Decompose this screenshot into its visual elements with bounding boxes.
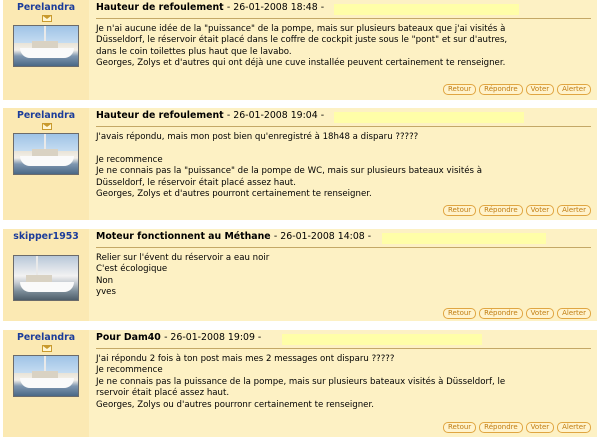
- post-date: - 26-01-2008 18:48 -: [226, 2, 325, 13]
- post-actions: [443, 422, 591, 433]
- repondre-button[interactable]: Répondre: [479, 84, 523, 95]
- alerter-button[interactable]: Alerter: [557, 422, 591, 433]
- highlight-mark: [282, 334, 482, 345]
- highlight-mark: [334, 112, 524, 123]
- avatar: [13, 133, 79, 175]
- header-divider: [96, 126, 591, 127]
- voter-button[interactable]: Voter: [526, 308, 554, 319]
- repondre-button[interactable]: Répondre: [479, 308, 523, 319]
- post-title: Hauteur de refoulement: [96, 110, 224, 121]
- forum-post: [3, 330, 597, 437]
- highlight-mark: [334, 4, 519, 15]
- author-name-link[interactable]: skipper1953: [13, 231, 79, 242]
- envelope-icon[interactable]: [42, 15, 52, 22]
- envelope-icon[interactable]: [42, 123, 52, 130]
- header-divider: [96, 348, 591, 349]
- voter-button[interactable]: Voter: [526, 422, 554, 433]
- post-actions: [443, 205, 591, 216]
- forum-post: [3, 0, 597, 100]
- voter-button[interactable]: Voter: [526, 205, 554, 216]
- post-body: Relier sur l'évent du réservoir a eau noir C'est écologique Non yves: [96, 253, 270, 298]
- alerter-button[interactable]: Alerter: [557, 205, 591, 216]
- post-body: J'ai répondu 2 fois à ton post mais mes 2 messages ont disparu ????? Je recommence Je ne connais pas la puissance de la pompe, mais sur plusieurs bateaux visités à Düsseldorf, le rservoir était placé assez haut. Georges, Zolys ou d'autres pourronr certainement te renseigner.: [96, 354, 506, 410]
- boat-hull-shape: [20, 378, 74, 388]
- post-content: [90, 0, 597, 100]
- avatar: [13, 255, 79, 301]
- post-content: [90, 229, 597, 321]
- forum-post: [3, 229, 597, 321]
- post-header: [96, 2, 324, 13]
- avatar: [13, 355, 79, 397]
- alerter-button[interactable]: Alerter: [557, 308, 591, 319]
- avatar: [13, 25, 79, 67]
- envelope-icon[interactable]: [42, 345, 52, 352]
- author-column: [3, 229, 89, 321]
- author-name-link[interactable]: Perelandra: [16, 332, 76, 343]
- repondre-button[interactable]: Répondre: [479, 422, 523, 433]
- forum-post: [3, 108, 597, 220]
- post-actions: [443, 84, 591, 95]
- retour-button[interactable]: Retour: [443, 84, 476, 95]
- repondre-button[interactable]: Répondre: [479, 205, 523, 216]
- alerter-button[interactable]: Alerter: [557, 84, 591, 95]
- boat-hull-shape: [20, 156, 74, 166]
- voter-button[interactable]: Voter: [526, 84, 554, 95]
- header-divider: [96, 247, 591, 248]
- post-date: - 26-01-2008 19:04 -: [226, 110, 325, 121]
- post-actions: [443, 308, 591, 319]
- post-content: [90, 330, 597, 437]
- post-date: - 26-01-2008 19:09 -: [164, 332, 262, 343]
- header-divider: [96, 18, 591, 19]
- retour-button[interactable]: Retour: [443, 205, 476, 216]
- post-date: - 26-01-2008 14:08 -: [273, 231, 372, 242]
- author-column: [3, 108, 89, 220]
- post-content: [90, 108, 597, 220]
- post-header: [96, 110, 324, 121]
- author-column: [3, 0, 89, 100]
- boat-hull-shape: [20, 282, 74, 292]
- author-name-link[interactable]: Perelandra: [16, 2, 76, 13]
- retour-button[interactable]: Retour: [443, 422, 476, 433]
- post-title: Pour Dam40: [96, 332, 161, 343]
- post-body: J'avais répondu, mais mon post bien qu'enregistré à 18h48 a disparu ????? Je recommence Je ne connais pas la "puissance" de la pompe de WC, mais sur plusieurs bateaux visités à Düsseldorf, le réservoir était placé assez haut. Georges, Zolys et d'autres pourront certainement te renseigner.: [96, 132, 482, 200]
- retour-button[interactable]: Retour: [443, 308, 476, 319]
- author-column: [3, 330, 89, 437]
- author-name-link[interactable]: Perelandra: [16, 110, 76, 121]
- boat-hull-shape: [20, 48, 74, 58]
- post-header: [96, 231, 371, 242]
- highlight-mark: [382, 233, 546, 244]
- post-title: Hauteur de refoulement: [96, 2, 224, 13]
- post-header: [96, 332, 261, 343]
- post-title: Moteur fonctionnent au Méthane: [96, 231, 271, 242]
- post-body: Je n'ai aucune idée de la "puissance" de la pompe, mais sur plusieurs bateaux que j'ai visités à Düsseldorf, le réservoir était placé dans le coffre de cockpit juste sous le "pont" et sur d'autres, dans le coin toilettes plus haut que le lavabo. Georges, Zolys et d'autres qui ont déjà une cuve installée peuvent certainement te renseigner.: [96, 24, 508, 69]
